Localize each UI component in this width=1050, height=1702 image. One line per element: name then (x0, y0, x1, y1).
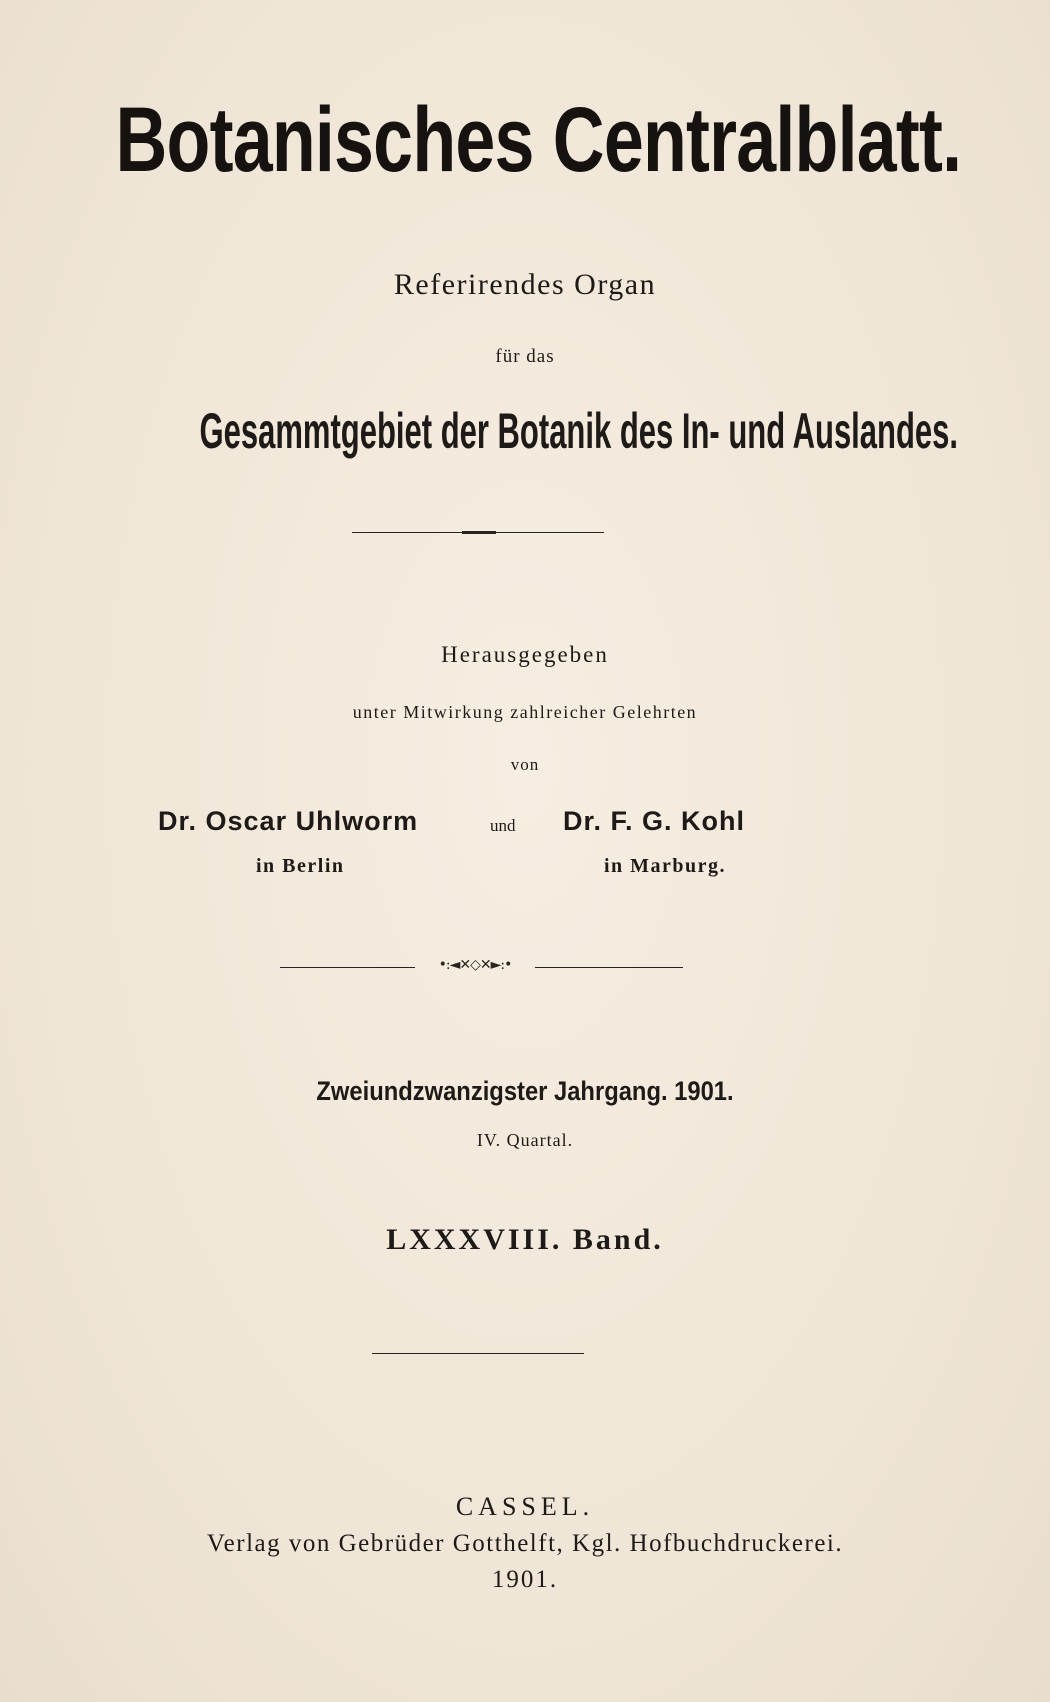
volume-year-line: Zweiundzwanzigster Jahrgang. 1901. (316, 1076, 734, 1106)
editor-left-name: Dr. Oscar Uhlworm (158, 806, 419, 836)
scope-line: Gesammtgebiet der Botanik des In- und Auslandes. (199, 403, 959, 459)
von-text: von (510, 755, 540, 774)
band-line: LXXXVIII. Band. (386, 1223, 664, 1256)
ornament-rule-left (280, 967, 415, 968)
mitwirkung-text: unter Mitwirkung zahlreicher Gelehrten (352, 702, 698, 722)
quarter-line: IV. Quartal. (476, 1130, 574, 1150)
fuer-das-text: für das (495, 346, 555, 367)
herausgegeben-text: Herausgegeben (441, 642, 609, 667)
editor-right-city: in Marburg. (604, 855, 727, 877)
ornament-rule-right (535, 967, 683, 968)
journal-title: Botanisches Centralblatt. (115, 89, 962, 191)
editor-right-name: Dr. F. G. Kohl (563, 806, 746, 836)
editor-left-city: in Berlin (256, 855, 345, 877)
ornament-icon: •:◄✕◇✕►:• (438, 957, 512, 973)
imprint-publisher: Verlag von Gebrüder Gotthelft, Kgl. Hofbuchdruckerei. (206, 1530, 844, 1557)
editor-conjunction: und (490, 816, 516, 835)
divider-rule-1-center (462, 531, 496, 534)
divider-rule-2 (372, 1353, 584, 1354)
journal-subtitle: Referirendes Organ (393, 268, 657, 301)
imprint-year: 1901. (491, 1566, 559, 1593)
imprint-city: CASSEL. (455, 1492, 595, 1521)
